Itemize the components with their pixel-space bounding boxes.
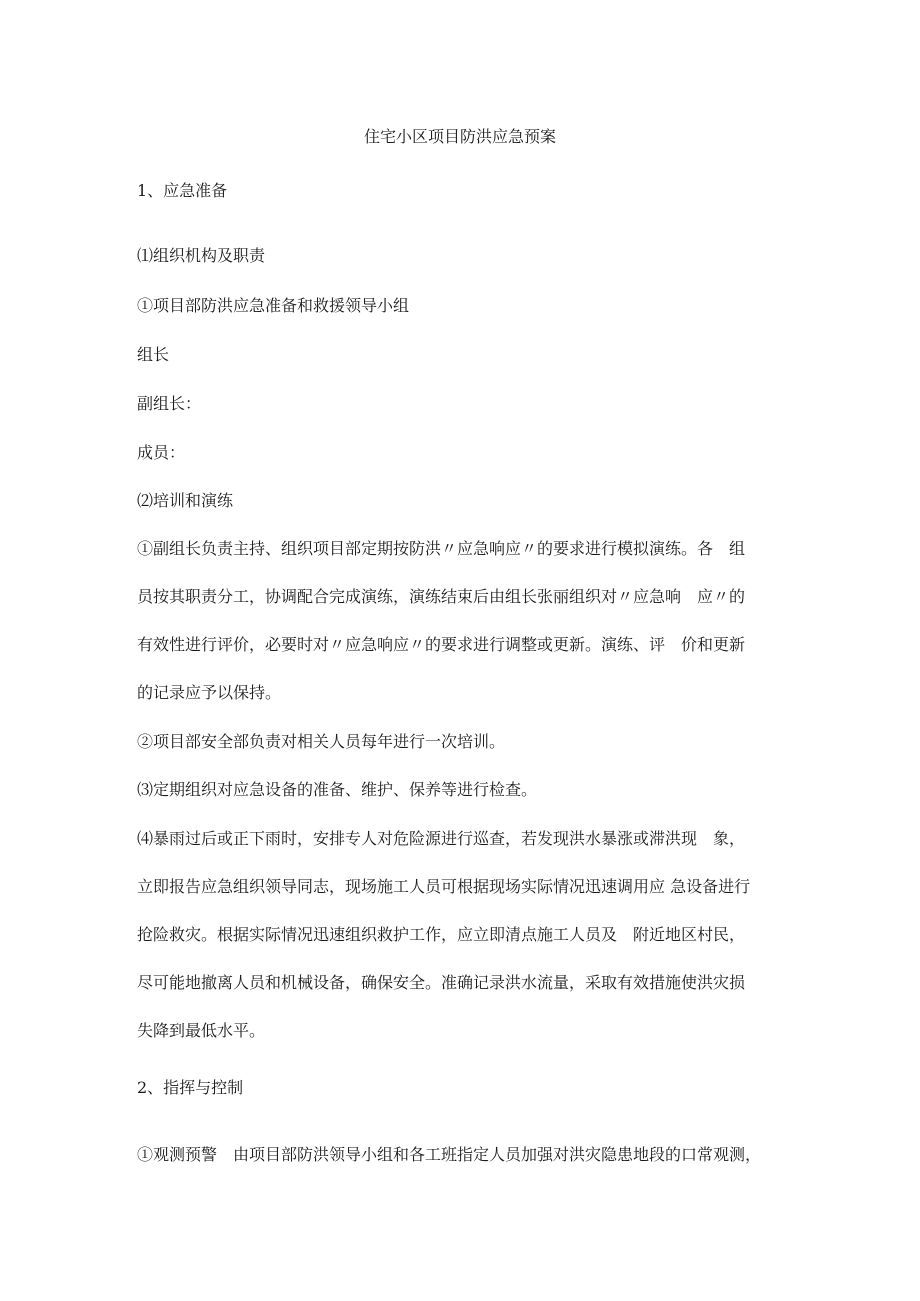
paragraph-line: ①观测预警 由项目部防洪领导小组和各工班指定人员加强对洪灾隐患地段的口常观测， — [137, 1145, 762, 1164]
paragraph-line: ①副组长负责主持、组织项目部定期按防洪〃应急响应〃的要求进行模拟演练。各 组 — [137, 539, 746, 558]
subsection-heading: ⑵培训和演练 — [137, 491, 234, 510]
paragraph-line: 有效性进行评价，必要时对〃应急响应〃的要求进行调整或更新。演练、评 价和更新 — [137, 635, 746, 654]
paragraph-line: 尽可能地撤离人员和机械设备，确保安全。准确记录洪水流量，采取有效措施使洪灾损 — [137, 973, 746, 992]
paragraph-line: ⑷暴雨过后或正下雨时，安排专人对危险源进行巡查，若发现洪水暴涨或滞洪现 象， — [137, 829, 746, 848]
paragraph-line: 失降到最低水平。 — [137, 1021, 266, 1040]
paragraph-line: 抢险救灾。根据实际情况迅速组织救护工作，应立即清点施工人员及 附近地区村民， — [137, 925, 746, 944]
paragraph-line: ⑶定期组织对应急设备的准备、维护、保养等进行检查。 — [137, 780, 538, 799]
subsection-heading: ⑴组织机构及职责 — [137, 246, 266, 265]
paragraph-line: ②项目部安全部负责对相关人员每年进行一次培训。 — [137, 732, 506, 751]
page-title: 住宅小区项目防洪应急预案 — [363, 127, 556, 146]
paragraph-line: 成员： — [137, 443, 186, 462]
paragraph-line: 员按其职责分工，协调配合完成演练，演练结束后由组长张丽组织对〃应急响 应〃的 — [137, 587, 746, 606]
paragraph-line: 立即报告应急组织领导同志，现场施工人员可根据现场实际情况迅速调用应 急设备进行 — [137, 877, 751, 896]
section-heading: 2、指挥与控制 — [137, 1078, 244, 1097]
paragraph-line: ①项目部防洪应急准备和救援领导小组 — [137, 296, 410, 315]
paragraph-line: 的记录应予以保持。 — [137, 683, 282, 702]
paragraph-line: 副组长： — [137, 394, 202, 413]
section-heading: 1、应急准备 — [137, 181, 228, 200]
paragraph-line: 组长 — [137, 345, 170, 364]
